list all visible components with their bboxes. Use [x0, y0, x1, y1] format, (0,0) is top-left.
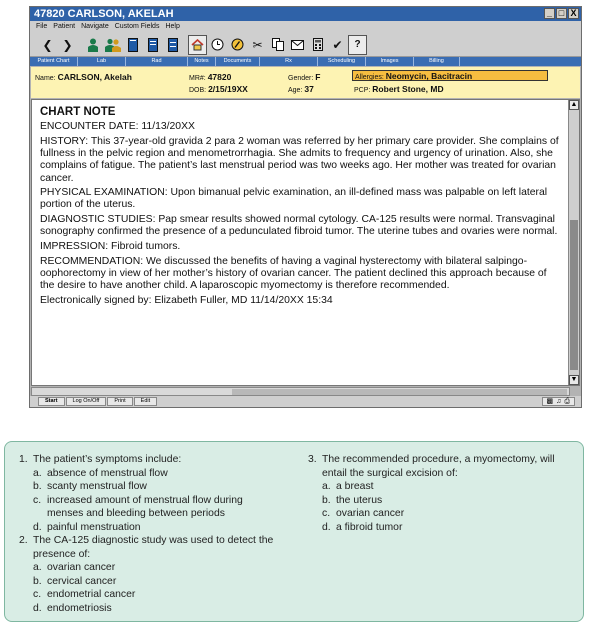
- option-text: scanty menstrual flow: [47, 481, 147, 492]
- option-letter: c.: [322, 508, 331, 519]
- tab-billing[interactable]: Billing: [414, 57, 460, 66]
- vertical-scrollbar[interactable]: [568, 100, 579, 385]
- diagnostic-studies-section: DIAGNOSTIC STUDIES: Pap smear results showed normal cytology. CA-125 results were normal. Transvaginal sonography confirmed the presence of a pedunculated fibroid tumor. The uterine tubes and ovaries were normal.: [40, 214, 558, 238]
- option: [19, 494, 274, 521]
- option: [19, 602, 274, 616]
- recommendation-section: RECOMMENDATION: We discussed the benefits of having a vaginal hysterectomy with bilateral salpingo-oophorectomy in view of her mother’s history of ovarian cancer. The patient declined this approach because of the desire to have another child. A laparoscopic myomectomy is therefore recommended.: [40, 255, 547, 292]
- option-letter: d.: [33, 602, 42, 614]
- system-tray: [542, 397, 575, 406]
- patient-age-label: Age:: [288, 87, 303, 94]
- option: [19, 561, 274, 575]
- option: [308, 507, 570, 521]
- maximize-button[interactable]: □: [556, 8, 567, 19]
- horizontal-scroll-thumb[interactable]: [232, 389, 567, 395]
- window-title-text: 47820 CARLSON, AKELAH: [34, 8, 174, 20]
- option: [308, 494, 570, 508]
- option-letter: c.: [33, 494, 42, 506]
- close-button[interactable]: X: [568, 8, 579, 19]
- option: [19, 521, 274, 535]
- patient-dob-label: DOB:: [189, 87, 207, 94]
- mail-icon[interactable]: [288, 35, 307, 55]
- chart-note: [40, 106, 562, 310]
- tab-rad[interactable]: Rad: [126, 57, 188, 66]
- ehr-window: [29, 6, 582, 408]
- tab-rx[interactable]: Rx: [260, 57, 318, 66]
- patient-pcp-field: [354, 84, 444, 94]
- quiz-right-column: [308, 453, 570, 534]
- scroll-down-icon[interactable]: ▼: [570, 376, 578, 383]
- patient-age: 37: [304, 84, 314, 94]
- tab-notes[interactable]: Notes: [188, 57, 216, 66]
- signature-line: Electronically signed by: Elizabeth Fuller, MD 11/14/20XX 15:34: [40, 294, 333, 306]
- patient-dob-field: [189, 84, 248, 94]
- impression-section: IMPRESSION: Fibroid tumors.: [40, 241, 181, 253]
- patient-gender-label: Gender:: [288, 75, 314, 82]
- patient-dob: 2/15/19XX: [208, 84, 248, 94]
- option-text: increased amount of menstrual flow during menses and bleeding between periods: [47, 494, 243, 519]
- minimize-button[interactable]: _: [544, 8, 555, 19]
- scissors-icon[interactable]: ✂: [252, 37, 263, 52]
- menu-file[interactable]: File: [36, 23, 48, 30]
- horizontal-scrollbar[interactable]: [31, 387, 570, 396]
- option: [308, 480, 570, 494]
- tab-patient-chart[interactable]: Patient Chart: [30, 57, 78, 66]
- document-icon[interactable]: [143, 35, 162, 55]
- option-text: absence of menstrual flow: [47, 467, 168, 479]
- allergies-value: Neomycin, Bacitracin: [385, 71, 473, 81]
- option-letter: b.: [322, 494, 331, 506]
- window-controls: [544, 8, 579, 19]
- physical-exam-section: PHYSICAL EXAMINATION: Upon bimanual pelvic examination, an ill-defined mass was palpable on left lateral portion of the uterus.: [40, 187, 548, 211]
- menu-navigate[interactable]: Navigate: [81, 23, 109, 30]
- option-text: a breast: [336, 481, 374, 492]
- patient-name: CARLSON, Akelah: [57, 72, 132, 82]
- option-letter: c.: [33, 589, 42, 600]
- encounter-date: ENCOUNTER DATE: 11/13/20XX: [40, 121, 195, 133]
- menu-help[interactable]: Help: [165, 23, 180, 30]
- menu-custom-fields[interactable]: Custom Fields: [114, 23, 160, 30]
- option: [19, 480, 274, 494]
- scroll-up-icon[interactable]: ▲: [570, 101, 578, 108]
- option-letter: d.: [322, 521, 331, 533]
- patient-mr-label: MR#:: [189, 75, 206, 82]
- option-text: cervical cancer: [47, 575, 117, 587]
- patient-pcp: Robert Stone, MD: [372, 84, 444, 94]
- option-letter: a.: [322, 481, 331, 492]
- option-text: endometriosis: [47, 602, 112, 614]
- question-text: The patient’s symptoms include:: [33, 454, 182, 465]
- question-text: The CA-125 diagnostic study was used to detect the presence of:: [33, 535, 274, 560]
- forward-arrow-icon[interactable]: ❯: [62, 37, 73, 52]
- patient-pcp-label: PCP:: [354, 87, 371, 94]
- option: [19, 575, 274, 589]
- calculator-icon[interactable]: [308, 35, 327, 55]
- toolbar: [30, 33, 581, 57]
- question-3: [308, 453, 570, 480]
- patient-name-label: Name:: [35, 75, 56, 82]
- question-number: 2.: [19, 535, 28, 546]
- network-icon: ▩: [546, 398, 554, 405]
- vertical-scroll-thumb[interactable]: [570, 220, 578, 370]
- option-letter: b.: [33, 575, 42, 587]
- person-icon[interactable]: [83, 35, 102, 55]
- option-text: painful menstruation: [47, 521, 141, 533]
- allergies-field: [352, 70, 548, 81]
- patient-gender: F: [315, 72, 321, 82]
- patient-banner: [31, 67, 580, 98]
- tab-lab[interactable]: Lab: [78, 57, 126, 66]
- option-text: a fibroid tumor: [336, 521, 403, 533]
- question-1: [19, 453, 274, 467]
- log-on-off-button[interactable]: Log On/Off: [66, 397, 107, 406]
- question-number: 1.: [19, 454, 28, 465]
- start-button[interactable]: Start: [38, 397, 65, 406]
- option-text: ovarian cancer: [336, 508, 405, 519]
- option-letter: d.: [33, 521, 42, 533]
- patient-mr-field: [189, 72, 231, 82]
- document2-icon[interactable]: [163, 35, 182, 55]
- question-2: [19, 534, 274, 561]
- chart-icon[interactable]: [123, 35, 142, 55]
- print-button[interactable]: Print: [107, 397, 132, 406]
- tab-documents[interactable]: Documents: [216, 57, 260, 66]
- menu-patient[interactable]: Patient: [53, 23, 76, 30]
- back-arrow-icon[interactable]: ❮: [42, 37, 53, 52]
- printer-icon: ⎙: [564, 398, 570, 405]
- clock-icon[interactable]: [208, 35, 227, 55]
- copy-icon[interactable]: [268, 35, 287, 55]
- nav-tabs: [30, 57, 581, 66]
- option-letter: b.: [33, 481, 42, 492]
- option-text: the uterus: [336, 494, 383, 506]
- question-number: 3.: [308, 454, 317, 465]
- pencil-circle-icon[interactable]: [228, 35, 247, 55]
- patient-mr: 47820: [207, 72, 232, 82]
- status-bar: [30, 396, 581, 407]
- checkmark-icon[interactable]: ✔: [332, 37, 343, 52]
- option-text: ovarian cancer: [47, 562, 116, 573]
- quiz-left-column: [19, 453, 274, 615]
- edit-button[interactable]: Edit: [134, 397, 157, 406]
- window-title: [30, 7, 581, 21]
- option-text: endometrial cancer: [47, 589, 136, 600]
- menu-bar: [30, 21, 581, 33]
- patient-name-field: [35, 72, 132, 82]
- patient-age-field: [288, 84, 314, 94]
- tab-images[interactable]: Images: [366, 57, 414, 66]
- tab-scheduling[interactable]: Scheduling: [318, 57, 366, 66]
- option-letter: a.: [33, 562, 42, 573]
- home-icon[interactable]: [188, 35, 207, 55]
- option: [19, 467, 274, 481]
- option: [308, 521, 570, 535]
- patient-gender-field: [288, 72, 320, 82]
- question-text: The recommended procedure, a myomectomy, will entail the surgical excision of:: [322, 454, 555, 479]
- people-icon[interactable]: [103, 35, 122, 55]
- option: [19, 588, 274, 602]
- allergies-label: Allergies:: [355, 74, 384, 81]
- chart-note-pane[interactable]: [31, 99, 580, 386]
- option-letter: a.: [33, 467, 42, 479]
- history-section: HISTORY: This 37-year-old gravida 2 para 2 woman was referred by her primary care provider. She complains of fullness in the pelvic region and menometrorrhagia. She admits to frequency and urgency of urination. Also, she complains of fatigue. The patient’s last menstrual period was two weeks ago. Her mother was treated for ovarian cancer.: [40, 135, 559, 184]
- chart-note-heading: CHART NOTE: [40, 106, 116, 118]
- quiz-box: [4, 441, 584, 622]
- speaker-icon: ♫: [556, 398, 562, 405]
- help-icon[interactable]: ?: [348, 35, 367, 55]
